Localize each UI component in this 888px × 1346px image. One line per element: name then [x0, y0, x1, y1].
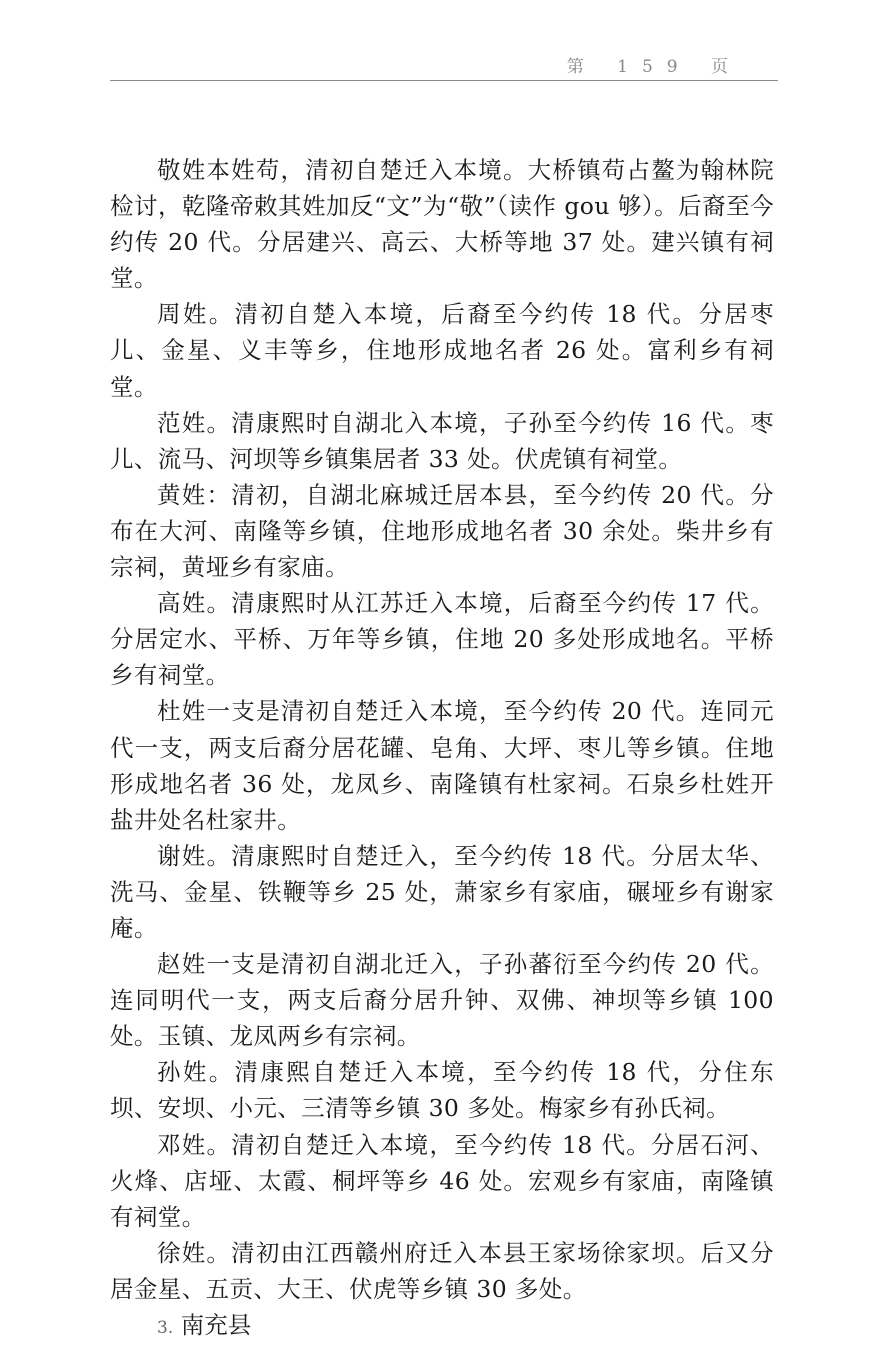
paragraph-deng: 邓姓。清初自楚迁入本境，至今约传 18 代。分居石河、火烽、店垭、太霞、桐坪等乡 46 处。宏观乡有家庙，南隆镇有祠堂。	[110, 1130, 774, 1231]
paragraph-fan: 范姓。清康熙时自湖北入本境，子孙至今约传 16 代。枣儿、流马、河坝等乡镇集居者 33 处。伏虎镇有祠堂。	[110, 408, 774, 473]
paragraph-zhou: 周姓。清初自楚入本境，后裔至今约传 18 代。分居枣儿、金星、义丰等乡，住地形成地名者 26 处。富利乡有祠堂。	[110, 300, 774, 401]
paragraph-sun: 孙姓。清康熙自楚迁入本境，至今约传 18 代，分住东坝、安坝、小元、三清等乡镇 30 多处。梅家乡有孙氏祠。	[110, 1058, 774, 1123]
section-title: 南充县	[180, 1311, 252, 1339]
section-number: 3.	[157, 1318, 174, 1338]
paragraph-gao: 高姓。清康熙时从江苏迁入本境，后裔至今约传 17 代。分居定水、平桥、万年等乡镇，住地 20 多处形成地名。平桥乡有祠堂。	[110, 589, 774, 690]
body-text	[110, 152, 774, 1346]
paragraph-xie: 谢姓。清康熙时自楚迁入，至今约传 18 代。分居太华、洗马、金星、铁鞭等乡 25 处，萧家乡有家庙，碾垭乡有谢家庵。	[110, 841, 774, 942]
paragraph-huang: 黄姓：清初，自湖北麻城迁居本县，至今约传 20 代。分布在大河、南隆等乡镇，住地形成地名者 30 余处。柴井乡有宗祠，黄垭乡有家庙。	[110, 480, 774, 582]
page-header	[110, 52, 778, 81]
paragraph-jing: 敬姓本姓苟，清初自楚迁入本境。大桥镇苟占鳌为翰林院检讨，乾隆帝敕其姓加反“文”为“敬”（读作 gou 够）。后裔至今约传 20 代。分居建兴、高云、大桥等地 37 处。建兴镇有祠堂。	[110, 156, 774, 293]
paragraph-du: 杜姓一支是清初自楚迁入本境，至今约传 20 代。连同元代一支，两支后裔分居花罐、皂角、大坪、枣儿等乡镇。住地形成地名者 36 处，龙凤乡、南隆镇有杜家祠。石泉乡杜姓开盐井处名杜家井。	[110, 697, 774, 834]
section-heading	[110, 1307, 774, 1346]
paragraph-zhao: 赵姓一支是清初自湖北迁入，子孙蕃衍至今约传 20 代。连同明代一支，两支后裔分居升钟、双佛、神坝等乡镇 100 处。玉镇、龙凤两乡有宗祠。	[110, 950, 774, 1051]
paragraph-xu: 徐姓。清初由江西赣州府迁入本县王家场徐家坝。后又分居金星、五贡、大王、伏虎等乡镇 30 多处。	[110, 1238, 774, 1303]
page-number: 第 159 页	[566, 57, 742, 77]
